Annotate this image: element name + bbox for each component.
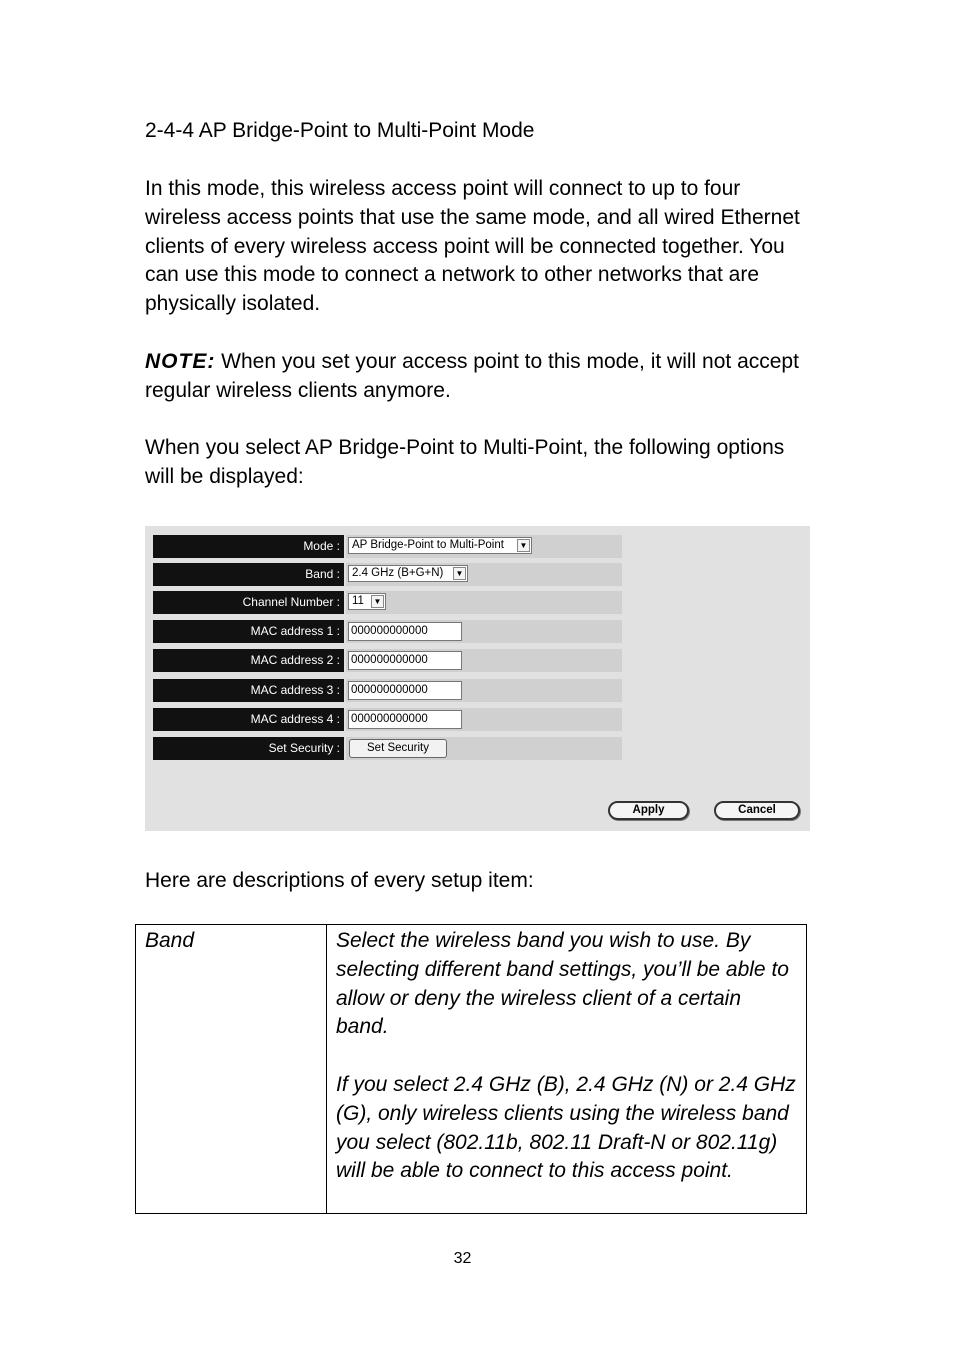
settings-panel-screenshot xyxy=(145,526,810,831)
note-text: When you set your access point to this mode, it will not accept regular wireless clients anymore. xyxy=(145,350,799,402)
table-row xyxy=(136,925,807,1214)
mac2-label: MAC address 2 : xyxy=(153,649,344,672)
mac3-value-cell xyxy=(346,679,622,702)
apply-button[interactable]: Apply xyxy=(608,801,689,820)
chevron-down-icon: ▼ xyxy=(371,595,384,608)
mode-select[interactable] xyxy=(348,537,532,554)
note-label: NOTE: xyxy=(145,350,216,373)
paragraph-spacer xyxy=(336,1042,798,1071)
options-intro-paragraph: When you select AP Bridge-Point to Multi-Point, the following options will be displayed: xyxy=(145,436,785,488)
band-select-value: 2.4 GHz (B+G+N) xyxy=(352,567,444,579)
description-paragraph-1: Select the wireless band you wish to use. By selecting different band settings, you’ll be able to allow or deny the wireless client of a certain band. xyxy=(336,929,789,1039)
channel-row xyxy=(153,591,622,614)
band-value-cell xyxy=(346,563,622,586)
page-number: 32 xyxy=(453,1250,472,1267)
mac4-input[interactable]: 000000000000 xyxy=(348,710,462,729)
channel-label: Channel Number : xyxy=(153,591,344,614)
mac3-row xyxy=(153,679,622,702)
mac2-input[interactable]: 000000000000 xyxy=(348,651,462,670)
mac3-input[interactable]: 000000000000 xyxy=(348,681,462,700)
security-value-cell xyxy=(346,737,622,760)
descriptions-intro: Here are descriptions of every setup item: xyxy=(145,869,534,892)
band-row xyxy=(153,563,622,586)
intro-paragraph: In this mode, this wireless access point will connect to up to four wireless access points that use the same mode, and all wired Ethernet clients of every wireless access point will be connected together. You can use this mode to connect a network to other networks that are physically isolated. xyxy=(145,177,800,316)
mac4-row xyxy=(153,708,622,731)
channel-value-cell xyxy=(346,591,622,614)
mode-select-value: AP Bridge-Point to Multi-Point xyxy=(352,539,504,551)
mac1-value-cell xyxy=(346,620,622,643)
setup-item-table xyxy=(135,924,807,1214)
mac4-value-cell xyxy=(346,708,622,731)
mac2-row xyxy=(153,649,622,672)
mac2-value-cell xyxy=(346,649,622,672)
section-title: 2-4-4 AP Bridge-Point to Multi-Point Mode xyxy=(145,119,535,142)
mac1-row xyxy=(153,620,622,643)
mac4-label: MAC address 4 : xyxy=(153,708,344,731)
mode-row xyxy=(153,535,622,558)
security-label: Set Security : xyxy=(153,737,344,760)
mode-value-cell xyxy=(346,535,622,558)
setup-item-description xyxy=(327,925,807,1214)
description-paragraph-2: If you select 2.4 GHz (B), 2.4 GHz (N) or 2.4 GHz (G), only wireless clients using the wireless band you select (802.11b, 802.11 Draft-N or 802.11g) will be able to connect to this access point. xyxy=(336,1072,796,1183)
mac1-input[interactable]: 000000000000 xyxy=(348,622,462,641)
mode-label: Mode : xyxy=(153,535,344,558)
chevron-down-icon: ▼ xyxy=(453,567,466,580)
cancel-button[interactable]: Cancel xyxy=(714,801,800,820)
setup-item-name: Band xyxy=(136,925,327,1214)
channel-select-value: 11 xyxy=(352,595,364,607)
band-label: Band : xyxy=(153,563,344,586)
mac3-label: MAC address 3 : xyxy=(153,679,344,702)
mac1-label: MAC address 1 : xyxy=(153,620,344,643)
chevron-down-icon: ▼ xyxy=(517,539,530,552)
set-security-button[interactable]: Set Security xyxy=(349,739,447,758)
note-paragraph xyxy=(145,348,805,406)
security-row xyxy=(153,737,622,760)
channel-select[interactable] xyxy=(348,593,386,610)
band-select[interactable] xyxy=(348,565,468,582)
